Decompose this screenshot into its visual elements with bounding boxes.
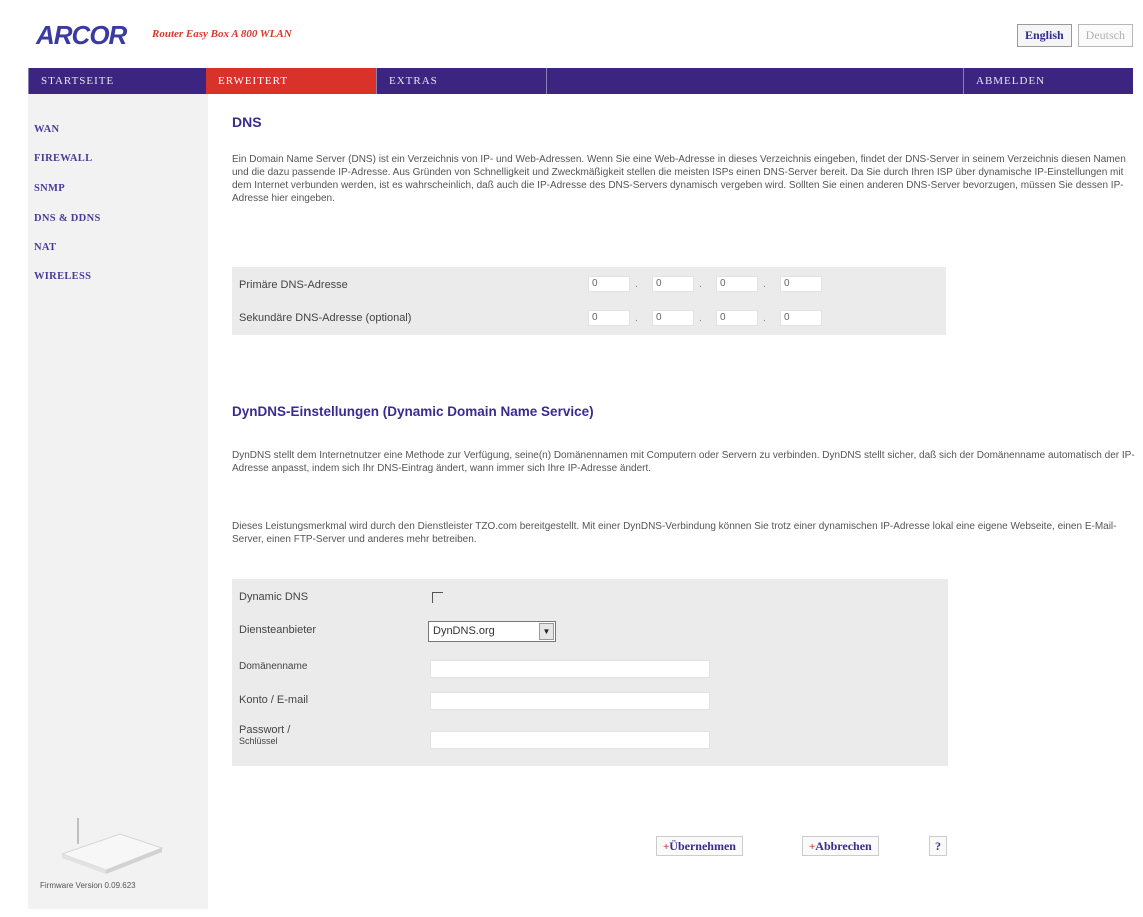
- help-button[interactable]: ?: [929, 836, 947, 856]
- account-label: Konto / E-mail: [239, 694, 309, 706]
- ip-dot: .: [763, 313, 766, 324]
- cancel-label: Abbrechen: [815, 839, 872, 853]
- sidebar: [28, 94, 208, 909]
- nav-abmelden[interactable]: ABMELDEN: [963, 68, 1133, 94]
- ip-dot: .: [635, 279, 638, 290]
- apply-button[interactable]: [656, 836, 743, 856]
- sidebar-item-snmp[interactable]: SNMP: [34, 183, 65, 194]
- plus-icon: +: [663, 841, 670, 853]
- ip-dot: .: [635, 313, 638, 324]
- primary-dns-octet-4[interactable]: 0: [780, 276, 822, 292]
- dynamic-dns-label: Dynamic DNS: [239, 591, 309, 603]
- primary-dns-octet-1[interactable]: 0: [588, 276, 630, 292]
- dyndns-description: DynDNS stellt dem Internetnutzer eine Methode zur Verfügung, seine(n) Domänennamen mit Computern oder Servern zu verbinden. DynDNS stellt sicher, daß sich der Domänenname automatisch der IP-Adresse anpasst, indem sich Ihr DNS-Eintrag ändert, wann immer sich Ihre IP-Adresse ändert.: [232, 450, 1135, 474]
- primary-dns-octet-2[interactable]: 0: [652, 276, 694, 292]
- firmware-version: Firmware Version 0.09.623: [40, 881, 136, 890]
- chevron-down-icon[interactable]: ▼: [539, 623, 554, 640]
- dyndns-title: DynDNS-Einstellungen (Dynamic Domain Name Service): [232, 404, 594, 419]
- sidebar-item-wan[interactable]: WAN: [34, 124, 60, 135]
- dns-description: Ein Domain Name Server (DNS) ist ein Verzeichnis von IP- und Web-Adressen. Wenn Sie eine Web-Adresse in dieses Verzeichnis eingeben, findet der DNS-Server in seinem Verzeichnis diesen Namen und die dazu passende IP-Adresse. Aus Gründen von Schnelligkeit und Zweckmäßigkeit stellen die meisten ISPs einen DNS-Server bereit. Da Sie durch Ihren ISP über dynamische IP-Einstellungen mit dem Internet verbunden werden, ist es wahrscheinlich, daß auch die IP-Adresse des DNS-Servers dynamisch vergeben wird. Sollten Sie einen anderen DNS-Server bevorzugen, müssen Sie dessen IP-Adresse hier eingeben.: [232, 154, 1126, 204]
- password-input[interactable]: [430, 731, 710, 749]
- dns-address-panel: [232, 267, 946, 335]
- main-nav: [28, 68, 1133, 94]
- dynamic-dns-checkbox[interactable]: [432, 592, 443, 603]
- language-switcher: [1017, 24, 1133, 47]
- nav-erweitert[interactable]: ERWEITERT: [206, 68, 376, 94]
- provider-select-value: DynDNS.org: [433, 625, 495, 637]
- nav-extras[interactable]: EXTRAS: [376, 68, 546, 94]
- secondary-dns-label: Sekundäre DNS-Adresse (optional): [239, 312, 412, 324]
- router-model-label: Router Easy Box A 800 WLAN: [152, 28, 292, 40]
- primary-dns-label: Primäre DNS-Adresse: [239, 279, 348, 291]
- cancel-button[interactable]: [802, 836, 879, 856]
- header: [0, 0, 1143, 68]
- sidebar-item-nat[interactable]: NAT: [34, 242, 57, 253]
- dns-title: DNS: [232, 114, 262, 130]
- password-label-line-1: Passwort /: [239, 724, 291, 736]
- provider-label: Diensteanbieter: [239, 624, 317, 636]
- ip-dot: .: [763, 279, 766, 290]
- dyndns-provider-note: Dieses Leistungsmerkmal wird durch den Dienstleister TZO.com bereitgestellt. Mit einer DynDNS-Verbindung können Sie trotz einer dynamischen IP-Adresse lokal eine eigene Webseite, einen E-Mail-Server, einen FTP-Server und anderes mehr betreiben.: [232, 521, 1117, 545]
- nav-spacer: [546, 68, 963, 94]
- lang-deutsch-button[interactable]: Deutsch: [1078, 24, 1133, 47]
- primary-dns-octet-3[interactable]: 0: [716, 276, 758, 292]
- router-image: [56, 814, 166, 874]
- secondary-dns-octet-3[interactable]: 0: [716, 310, 758, 326]
- sidebar-item-wireless[interactable]: WIRELESS: [34, 271, 92, 282]
- apply-label: Übernehmen: [669, 839, 736, 853]
- ip-dot: .: [699, 279, 702, 290]
- provider-select[interactable]: [428, 621, 556, 642]
- domain-label: Domänenname: [239, 661, 308, 672]
- arcor-logo: ARCOR: [36, 20, 127, 50]
- password-label: [239, 724, 290, 746]
- ip-dot: .: [699, 313, 702, 324]
- nav-startseite[interactable]: STARTSEITE: [28, 68, 206, 94]
- password-label-line-2: Schlüssel: [239, 736, 278, 746]
- secondary-dns-octet-4[interactable]: 0: [780, 310, 822, 326]
- dyndns-settings-panel: [232, 579, 948, 766]
- account-input[interactable]: [430, 692, 710, 710]
- domain-input[interactable]: [430, 660, 710, 678]
- plus-icon: +: [809, 841, 816, 853]
- secondary-dns-octet-1[interactable]: 0: [588, 310, 630, 326]
- secondary-dns-octet-2[interactable]: 0: [652, 310, 694, 326]
- sidebar-item-dns-ddns[interactable]: DNS & DDNS: [34, 213, 101, 224]
- sidebar-item-firewall[interactable]: FIREWALL: [34, 153, 93, 164]
- lang-english-button[interactable]: English: [1017, 24, 1072, 47]
